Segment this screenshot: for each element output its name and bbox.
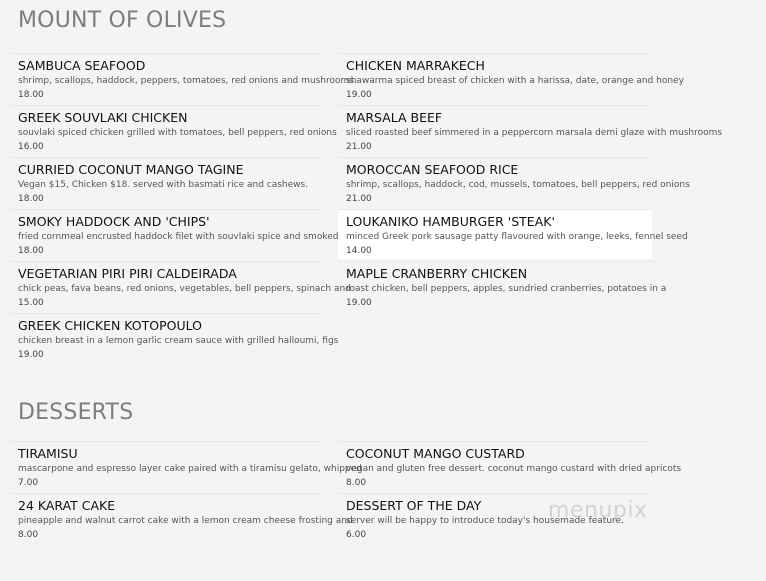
item-name: MAPLE CRANBERRY CHICKEN: [346, 266, 528, 281]
item-name: CURRIED COCONUT MANGO TAGINE: [18, 162, 244, 177]
item-price: 7.00: [18, 478, 39, 488]
item-price: 19.00: [346, 90, 372, 100]
item-price: 19.00: [346, 298, 372, 308]
item-description: pineapple and walnut carrot cake with a lemon cream cheese frosting and: [18, 516, 353, 526]
item-name: COCONUT MANGO CUSTARD: [346, 446, 525, 461]
item-price: 8.00: [18, 530, 39, 540]
item-description: chick peas, fava beans, red onions, vegetables, bell peppers, spinach and: [18, 284, 351, 294]
item-description: chicken breast in a lemon garlic cream sauce with grilled halloumi, figs: [18, 336, 339, 346]
item-name: DESSERT OF THE DAY: [346, 498, 482, 513]
item-description: fried cornmeal encrusted haddock filet with souvlaki spice and smoked: [18, 232, 339, 242]
menu-item[interactable]: [10, 209, 339, 259]
section-title: DESSERTS: [18, 400, 134, 425]
item-description: souvlaki spiced chicken grilled with tomatoes, bell peppers, red onions: [18, 128, 337, 138]
section-title: MOUNT OF OLIVES: [18, 8, 227, 33]
item-price: 18.00: [18, 246, 44, 256]
menu-item[interactable]: [338, 261, 667, 311]
item-name: 24 KARAT CAKE: [18, 498, 116, 513]
item-price: 15.00: [18, 298, 44, 308]
menu-item[interactable]: [10, 493, 353, 543]
item-price: 21.00: [346, 194, 372, 204]
item-name: LOUKANIKO HAMBURGER 'STEAK': [346, 214, 555, 229]
menu-item[interactable]: [338, 105, 723, 155]
item-name: TIRAMISU: [18, 446, 78, 461]
item-description: minced Greek pork sausage patty flavoured with orange, leeks, fennel seed: [346, 232, 688, 242]
item-price: 8.00: [346, 478, 367, 488]
menu-column-right: [338, 441, 682, 545]
menu-item[interactable]: [10, 157, 324, 207]
item-price: 6.00: [346, 530, 367, 540]
item-name: SAMBUCA SEAFOOD: [18, 58, 146, 73]
menu-item[interactable]: [10, 313, 339, 363]
item-description: roast chicken, bell peppers, apples, sundried cranberries, potatoes in a: [346, 284, 667, 294]
item-price: 16.00: [18, 142, 44, 152]
item-name: GREEK CHICKEN KOTOPOULO: [18, 318, 203, 333]
item-price: 14.00: [346, 246, 372, 256]
item-description: shawarma spiced breast of chicken with a harissa, date, orange and honey: [346, 76, 684, 86]
menu-item[interactable]: [10, 53, 354, 103]
item-name: VEGETARIAN PIRI PIRI CALDEIRADA: [18, 266, 237, 281]
item-name: MOROCCAN SEAFOOD RICE: [346, 162, 519, 177]
menu-item[interactable]: [10, 105, 337, 155]
item-price: 18.00: [18, 90, 44, 100]
item-price: 21.00: [346, 142, 372, 152]
item-description: Vegan $15, Chicken $18. served with basmati rice and cashews.: [18, 180, 309, 190]
item-description: server will be happy to introduce today's housemade feature.: [346, 516, 624, 526]
item-price: 19.00: [18, 350, 44, 360]
item-name: MARSALA BEEF: [346, 110, 443, 125]
item-description: shrimp, scallops, haddock, cod, mussels, tomatoes, bell peppers, red onions: [346, 180, 690, 190]
item-description: sliced roasted beef simmered in a peppercorn marsala demi glaze with mushrooms: [346, 128, 723, 138]
menupix-watermark: menupix: [548, 498, 648, 523]
item-name: GREEK SOUVLAKI CHICKEN: [18, 110, 188, 125]
menu-item[interactable]: [338, 53, 684, 103]
item-description: vegan and gluten free dessert. coconut mango custard with dried apricots: [346, 464, 682, 474]
menu-item[interactable]: [10, 261, 351, 311]
menu-item[interactable]: [338, 441, 682, 491]
item-name: SMOKY HADDOCK AND 'CHIPS': [18, 214, 210, 229]
menu-item[interactable]: [338, 157, 690, 207]
item-name: CHICKEN MARRAKECH: [346, 58, 485, 73]
item-description: shrimp, scallops, haddock, peppers, tomatoes, red onions and mushrooms: [18, 76, 354, 86]
menu-column-right: [338, 53, 723, 313]
item-description: mascarpone and espresso layer cake paired with a tiramisu gelato, whipped: [18, 464, 362, 474]
item-price: 18.00: [18, 194, 44, 204]
menu-column-left: [10, 53, 354, 365]
menu-item-hovered[interactable]: [338, 209, 688, 259]
